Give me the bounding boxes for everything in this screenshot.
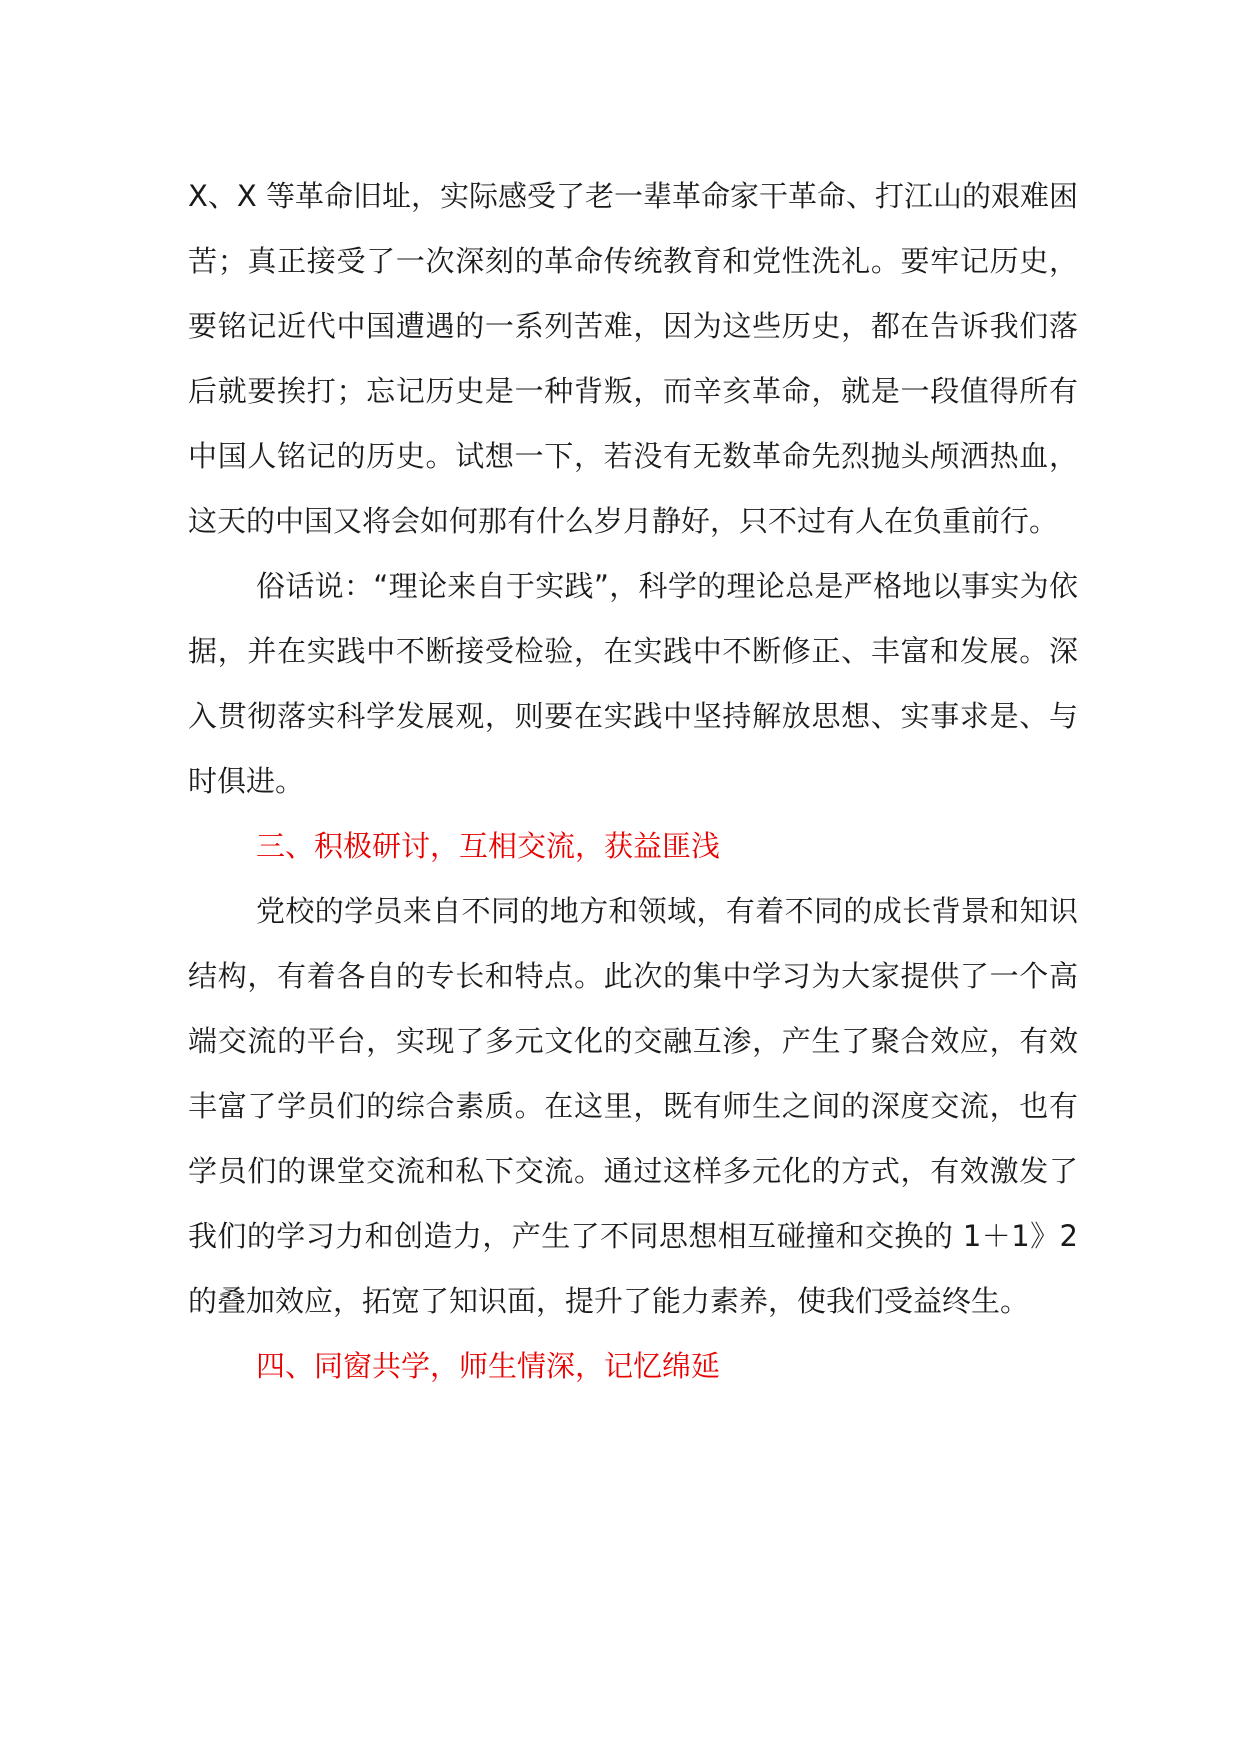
body-paragraph: 党校的学员来自不同的地方和领域，有着不同的成长背景和知识结构，有着各自的专长和特点。此次的集中学习为大家提供了一个高端交流的平台，实现了多元文化的交融互渗，产生了聚合效应，有效丰富了学员们的综合素质。在这里，既有师生之间的深度交流，也有学员们的课堂交流和私下交流。通过这样多元化的方式，有效激发了我们的学习力和创造力，产生了不同思想相互碰撞和交换的 1＋1》2 的叠加效应，拓宽了知识面，提升了能力素养，使我们受益终生。 (188, 894, 1078, 1318)
section-heading: 三、积极研讨，互相交流，获益匪浅 (256, 829, 721, 863)
body-paragraph: X、X 等革命旧址，实际感受了老一辈革命家干革命、打江山的艰难困苦；真正接受了一次深刻的革命传统教育和党性洗礼。要牢记历史，要铭记近代中国遭遇的一系列苦难，因为这些历史，都在告诉我们落后就要挨打；忘记历史是一种背叛，而辛亥革命，就是一段值得所有中国人铭记的历史。试想一下，若没有无数革命先烈抛头颅洒热血，这天的中国又将会如何那有什么岁月静好，只不过有人在负重前行。 (188, 179, 1078, 538)
body-paragraph: 俗话说：“理论来自于实践”，科学的理论总是严格地以事实为依据，并在实践中不断接受检验，在实践中不断修正、丰富和发展。深入贯彻落实科学发展观，则要在实践中坚持解放思想、实事求是、与时俱进。 (188, 569, 1078, 798)
document-page (188, 164, 1078, 1399)
section-heading: 四、同窗共学，师生情深，记忆绵延 (256, 1349, 721, 1383)
